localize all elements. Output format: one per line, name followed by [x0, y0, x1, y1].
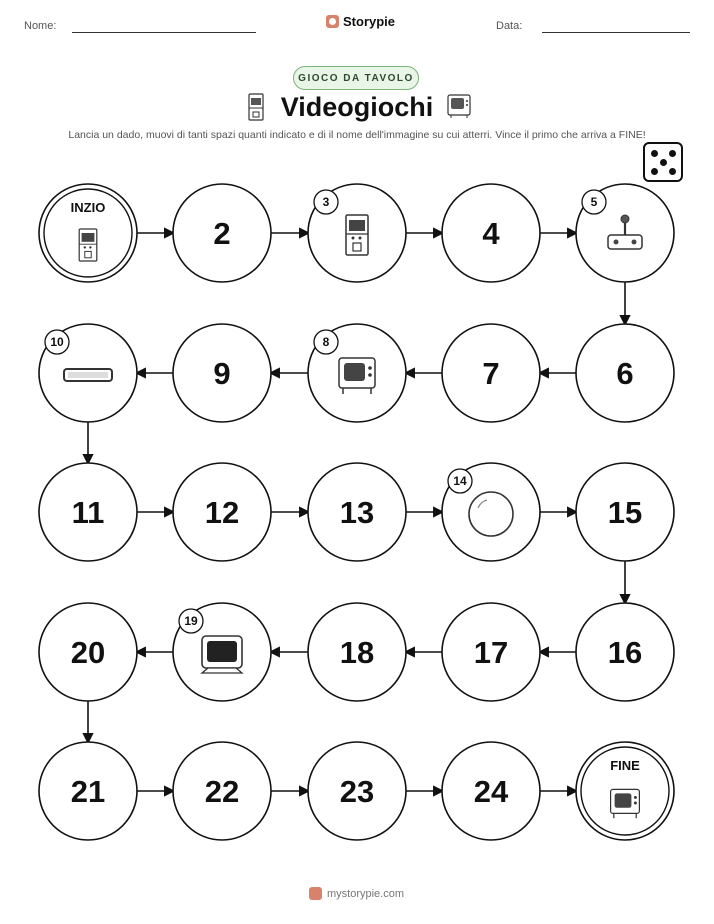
board-space-17 [442, 603, 540, 701]
board-space-12 [173, 463, 271, 561]
board-space-4 [442, 184, 540, 282]
board-space-18 [308, 603, 406, 701]
space-number-badge-text: 10 [50, 335, 64, 349]
space-number: 15 [607, 495, 643, 530]
board-space-9 [173, 324, 271, 422]
space-number: 13 [339, 495, 375, 530]
space-number-badge [582, 190, 606, 214]
board-space-16 [576, 603, 674, 701]
board-space-3 [308, 184, 406, 282]
instructions-text: Lancia un dado, muovi di tanti spazi quanti indicato e di il nome dell'immagine su cui atterri. Vince il primo che arriva a FINE! [68, 129, 646, 141]
board-space-14 [442, 463, 540, 561]
footer-url[interactable]: mystorypie.com [327, 887, 405, 900]
board-space-1 [39, 184, 137, 282]
space-number: 7 [482, 356, 500, 391]
board-spaces [39, 184, 674, 840]
board-space-15 [576, 463, 674, 561]
space-number-badge-text: 14 [453, 474, 467, 488]
board-space-23 [308, 742, 406, 840]
board-space-5 [576, 184, 674, 282]
brand-name: Storypie [343, 14, 396, 29]
retro-monitor-icon [202, 636, 242, 673]
space-number-badge-text: 8 [322, 335, 330, 349]
space-number-badge-text: 19 [184, 614, 198, 628]
footer [309, 887, 404, 900]
space-number: 18 [339, 635, 375, 670]
board-space-10 [39, 324, 137, 422]
space-number: 16 [607, 635, 643, 670]
crt-tv-icon [339, 358, 375, 394]
space-number-badge [448, 469, 472, 493]
date-label: Data: [496, 20, 523, 32]
space-number: 9 [213, 356, 231, 391]
board-space-19 [173, 603, 271, 701]
space-number: 2 [213, 216, 231, 251]
space-number: 22 [204, 774, 240, 809]
board-space-22 [173, 742, 271, 840]
board-space-21 [39, 742, 137, 840]
space-number: 17 [473, 635, 509, 670]
name-label: Nome: [24, 20, 57, 32]
space-number-badge [314, 330, 338, 354]
board-space-25 [576, 742, 674, 840]
space-number: 23 [339, 774, 375, 809]
board-space-2 [173, 184, 271, 282]
board-space-8 [308, 324, 406, 422]
space-number: 20 [70, 635, 106, 670]
finish-label: FINE [610, 758, 640, 773]
board-space-7 [442, 324, 540, 422]
space-number-badge [45, 330, 69, 354]
storypie-mascot-icon [309, 887, 322, 900]
crt-tv-icon [611, 789, 640, 818]
space-number: 11 [71, 495, 105, 530]
space-number: 24 [473, 774, 509, 809]
space-number-badge [179, 609, 203, 633]
board-space-6 [576, 324, 674, 422]
space-number-badge-text: 3 [322, 195, 330, 209]
arcade-cabinet-icon [346, 215, 368, 255]
space-number-badge [314, 190, 338, 214]
board-space-24 [442, 742, 540, 840]
board-space-11 [39, 463, 137, 561]
space-number-badge-text: 5 [590, 195, 598, 209]
board-space-20 [39, 603, 137, 701]
board-game-badge: GIOCO DA TAVOLO [293, 66, 419, 90]
space-number: 21 [70, 774, 106, 809]
space-number: 4 [482, 216, 500, 251]
start-label: INZIO [70, 200, 106, 215]
game-disc-icon [469, 492, 513, 536]
space-number: 6 [616, 356, 634, 391]
board-space-13 [308, 463, 406, 561]
game-cartridge-icon [64, 369, 112, 381]
arcade-cabinet-icon [79, 229, 97, 261]
space-number: 12 [204, 495, 240, 530]
page-title: Videogiochi [280, 92, 434, 122]
